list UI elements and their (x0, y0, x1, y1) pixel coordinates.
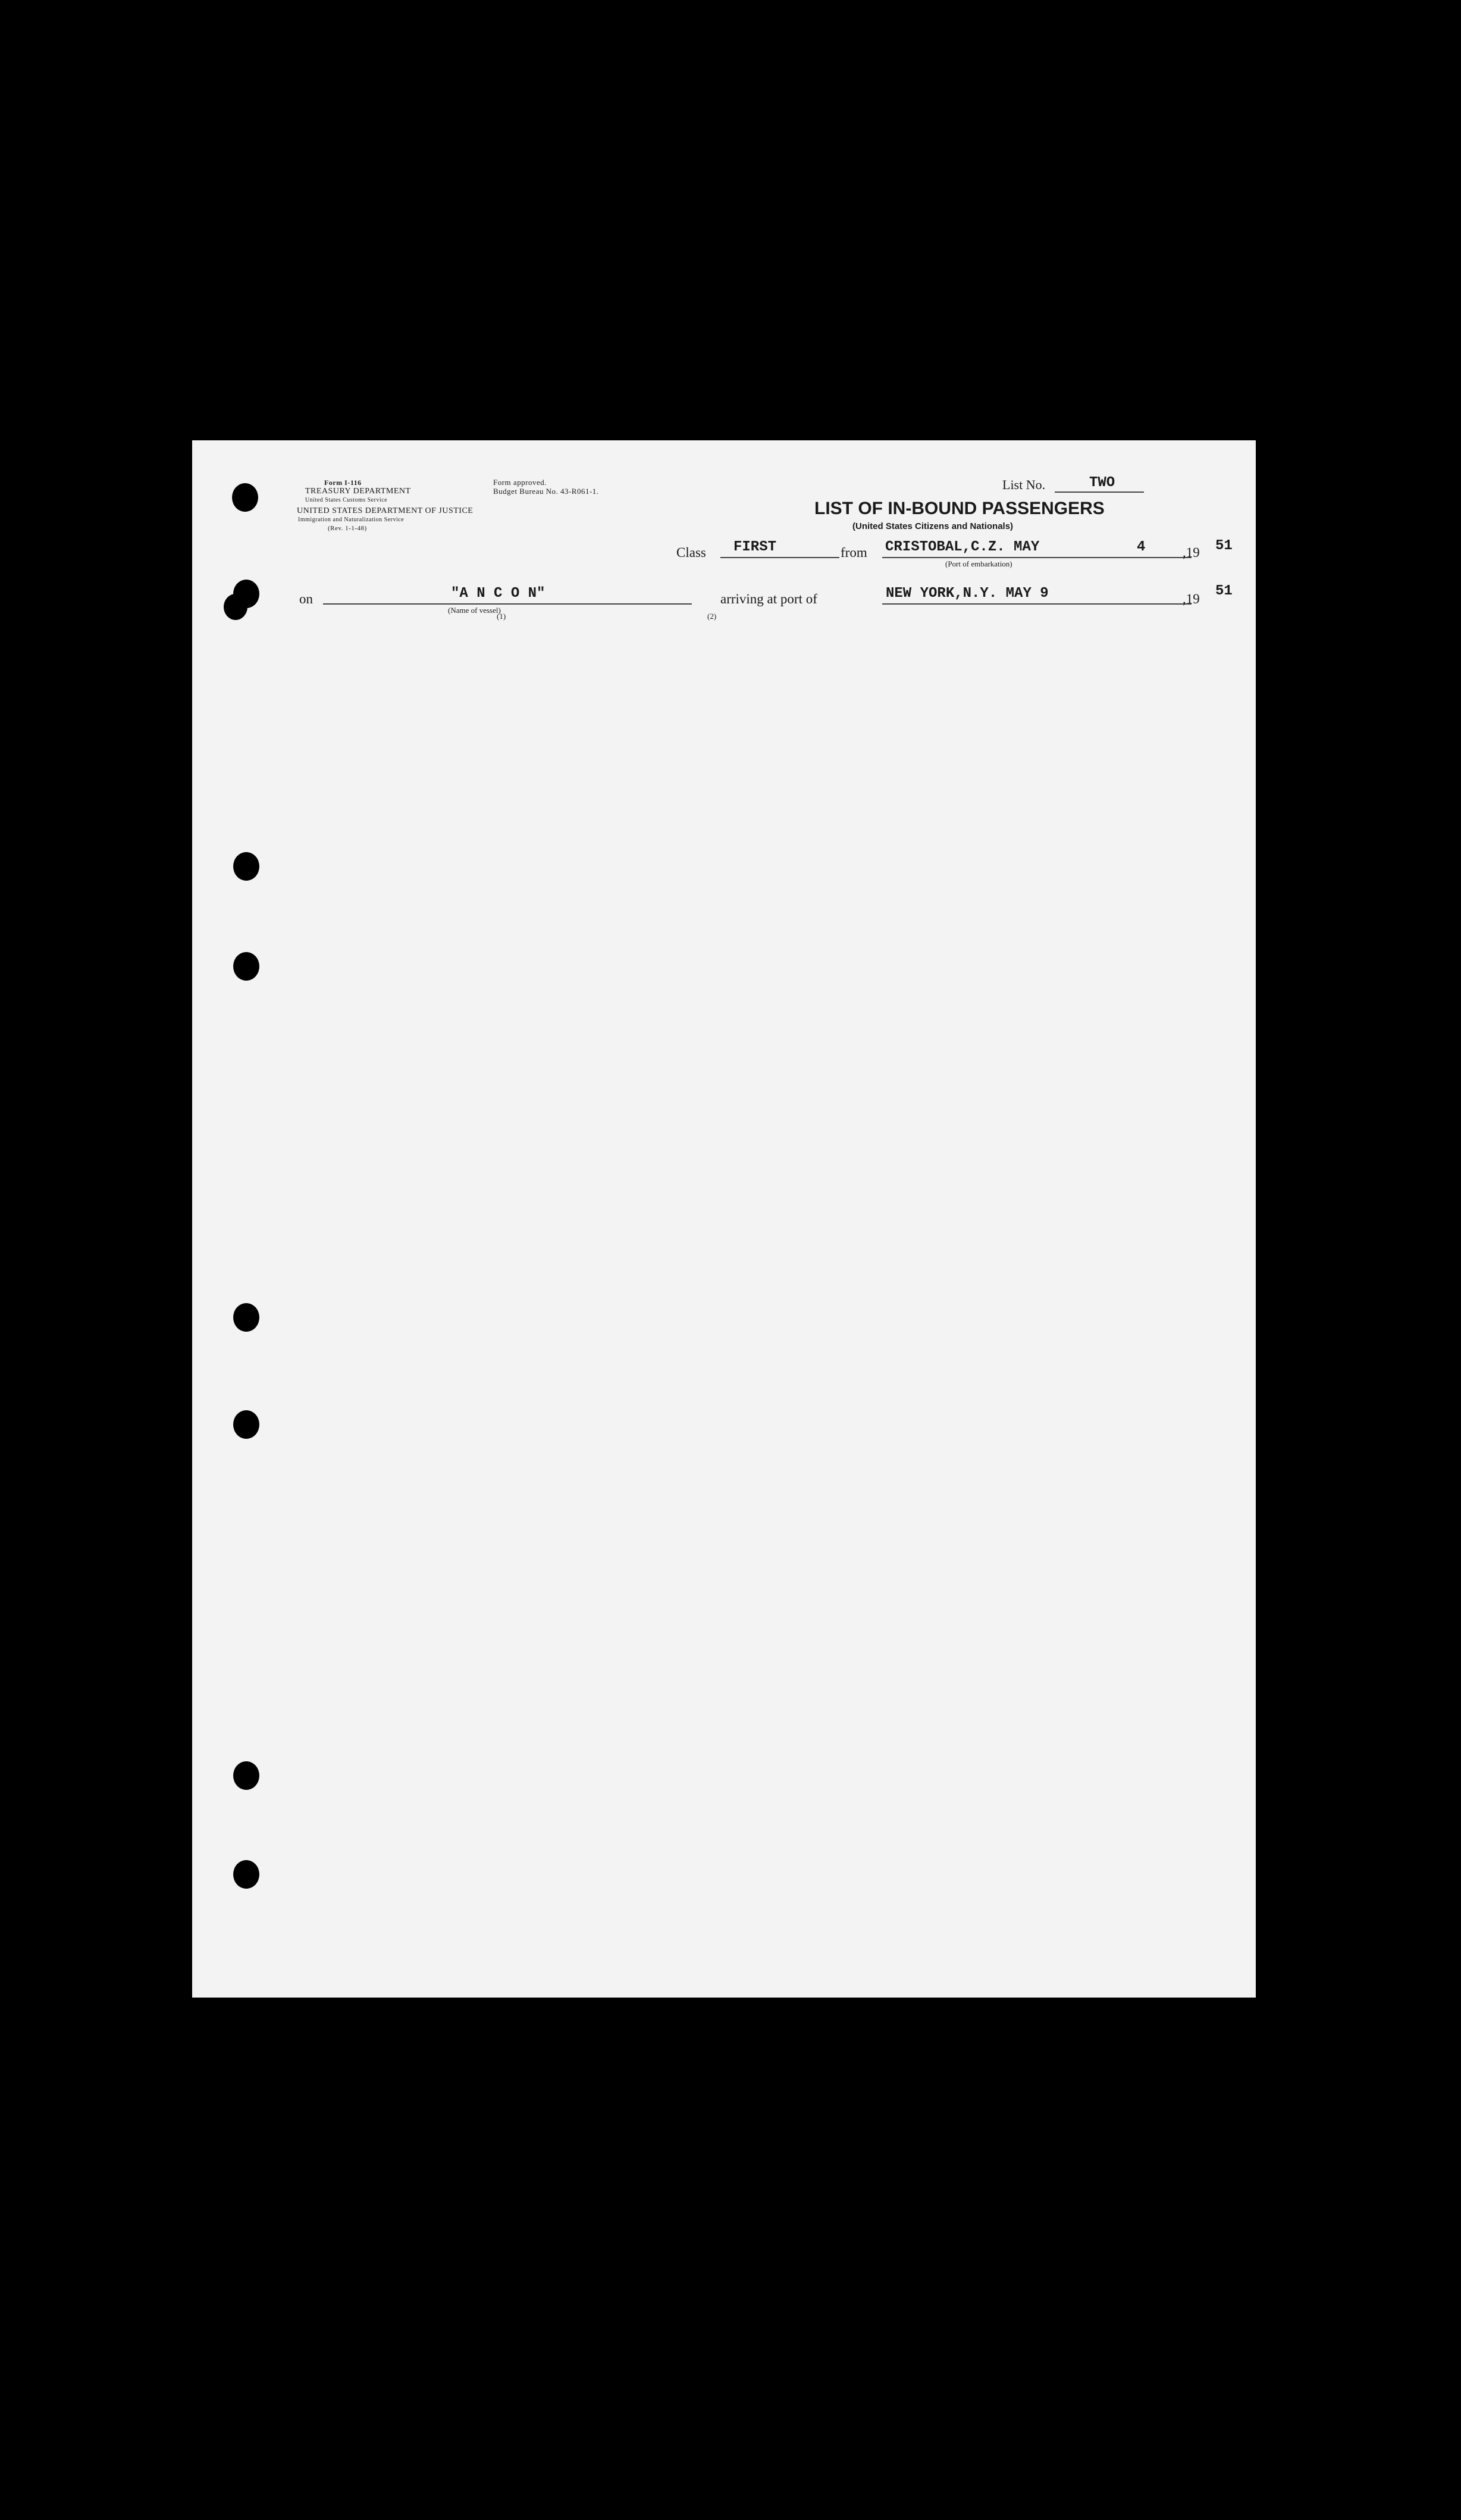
binder-hole (224, 594, 247, 620)
binder-hole (233, 852, 259, 881)
underline (882, 557, 1192, 558)
form-service: United States Customs Service (305, 497, 388, 503)
year-1: 51 (1215, 538, 1233, 554)
binder-hole (233, 1761, 259, 1790)
form-justice: UNITED STATES DEPARTMENT OF JUSTICE (297, 506, 474, 515)
col-num-2: (2) (707, 612, 717, 621)
underline (882, 603, 1192, 605)
from-label: from (841, 545, 867, 560)
vessel-name: "A N C O N" (451, 586, 545, 602)
port-caption: (Port of embarkation) (945, 559, 1012, 568)
underline (1055, 492, 1144, 493)
underline (323, 603, 692, 605)
form-approved: Form approved. (493, 478, 547, 487)
underline (720, 557, 839, 558)
year-prefix-1: ,19 (1183, 545, 1200, 560)
on-label: on (299, 591, 313, 606)
page-title: LIST OF IN-BOUND PASSENGERS (814, 499, 1105, 518)
binder-hole (233, 952, 259, 981)
list-no-label: List No. (1002, 477, 1046, 492)
arriving-value: NEW YORK,N.Y. MAY 9 (886, 586, 1049, 602)
from-value: CRISTOBAL,C.Z. MAY (885, 539, 1040, 555)
form-rev: (Rev. 1-1-48) (328, 525, 367, 532)
manifest-sheet (192, 440, 1256, 1998)
binder-hole (232, 483, 258, 512)
vessel-caption: (Name of vessel) (448, 606, 501, 615)
form-department: TREASURY DEPARTMENT (305, 487, 411, 496)
form-ins: Immigration and Naturalization Service (298, 516, 405, 523)
binder-hole (233, 1410, 259, 1439)
binder-hole (233, 1303, 259, 1332)
list-no-value: TWO (1089, 475, 1115, 491)
from-day: 4 (1137, 539, 1146, 555)
class-label: Class (676, 545, 706, 560)
form-budget: Budget Bureau No. 43-R061-1. (493, 487, 599, 496)
class-value: FIRST (733, 539, 777, 555)
form-number: Form I-116 (324, 478, 362, 487)
arriving-label: arriving at port of (720, 591, 817, 606)
year-prefix-2: ,19 (1183, 591, 1200, 606)
page-subtitle: (United States Citizens and Nationals) (852, 521, 1014, 531)
binder-hole (233, 1860, 259, 1889)
col-num-1: (1) (497, 612, 506, 621)
year-2: 51 (1215, 583, 1233, 599)
